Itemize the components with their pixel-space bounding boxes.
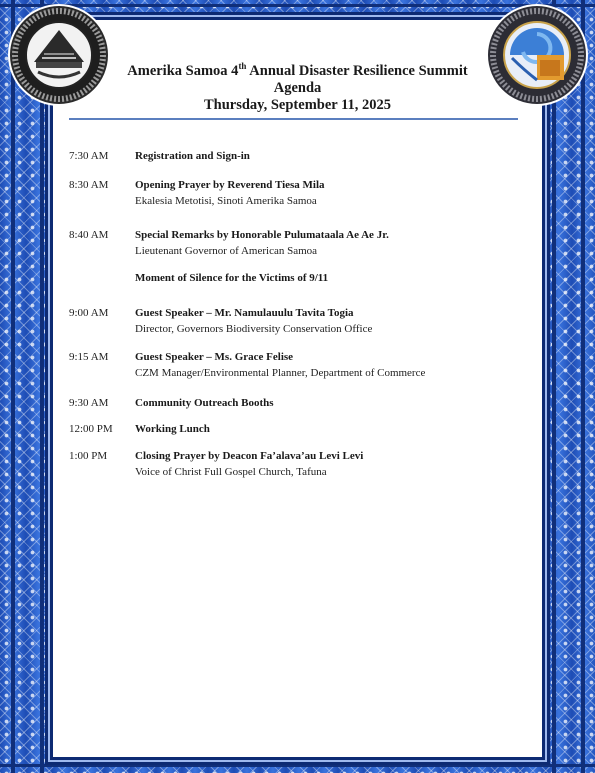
agenda-title: Closing Prayer by Deacon Fa’alava’au Levi Levi (135, 450, 364, 462)
agenda-detail: Ekalesia Metotisi, Sinoti Amerika Samoa (135, 194, 317, 207)
agenda-time: 8:40 AM (69, 229, 109, 241)
summit-title (53, 63, 542, 80)
title-prefix: Amerika Samoa 4 (127, 63, 239, 79)
document-page (53, 20, 542, 757)
border-stripe (11, 0, 15, 773)
agenda-time: 8:30 AM (69, 179, 109, 191)
title-suffix: Annual Disaster Resilience Summit (246, 63, 468, 79)
agenda-title: Guest Speaker – Mr. Namulauulu Tavita Togia (135, 307, 354, 319)
border-stripe (40, 0, 44, 773)
agenda-title: Working Lunch (135, 423, 210, 435)
agenda-detail: Voice of Christ Full Gospel Church, Tafuna (135, 465, 327, 478)
agenda-title: Opening Prayer by Reverend Tiesa Mila (135, 179, 325, 191)
header-divider (69, 118, 518, 120)
agenda-title: Special Remarks by Honorable Pulumataala Ae Ae Jr. (135, 229, 389, 241)
border-stripe (552, 0, 556, 773)
event-date: Thursday, September 11, 2025 (203, 97, 392, 113)
agenda-detail: CZM Manager/Environmental Planner, Department of Commerce (135, 366, 426, 379)
agenda-title: Community Outreach Booths (135, 397, 274, 409)
agenda-time: 9:30 AM (69, 397, 109, 409)
title-ordinal: th (238, 61, 247, 72)
agenda-title: Registration and Sign-in (135, 150, 250, 162)
agenda-time: 9:15 AM (69, 351, 109, 363)
agenda-heading: Agenda (273, 80, 322, 96)
agenda-detail: Director, Governors Biodiversity Conservation Office (135, 322, 373, 335)
border-stripe (0, 764, 595, 767)
agenda-time: 1:00 PM (69, 450, 108, 462)
border-stripe (0, 4, 595, 7)
agenda-time: 9:00 AM (69, 307, 109, 319)
document-header (53, 63, 542, 114)
agenda-time: 12:00 PM (69, 423, 113, 435)
agenda-time: 7:30 AM (69, 150, 109, 162)
border-stripe (581, 0, 585, 773)
agenda-title: Guest Speaker – Ms. Grace Felise (135, 351, 294, 363)
agenda-title: Moment of Silence for the Victims of 9/11 (135, 272, 329, 284)
agenda-detail: Lieutenant Governor of American Samoa (135, 244, 318, 257)
